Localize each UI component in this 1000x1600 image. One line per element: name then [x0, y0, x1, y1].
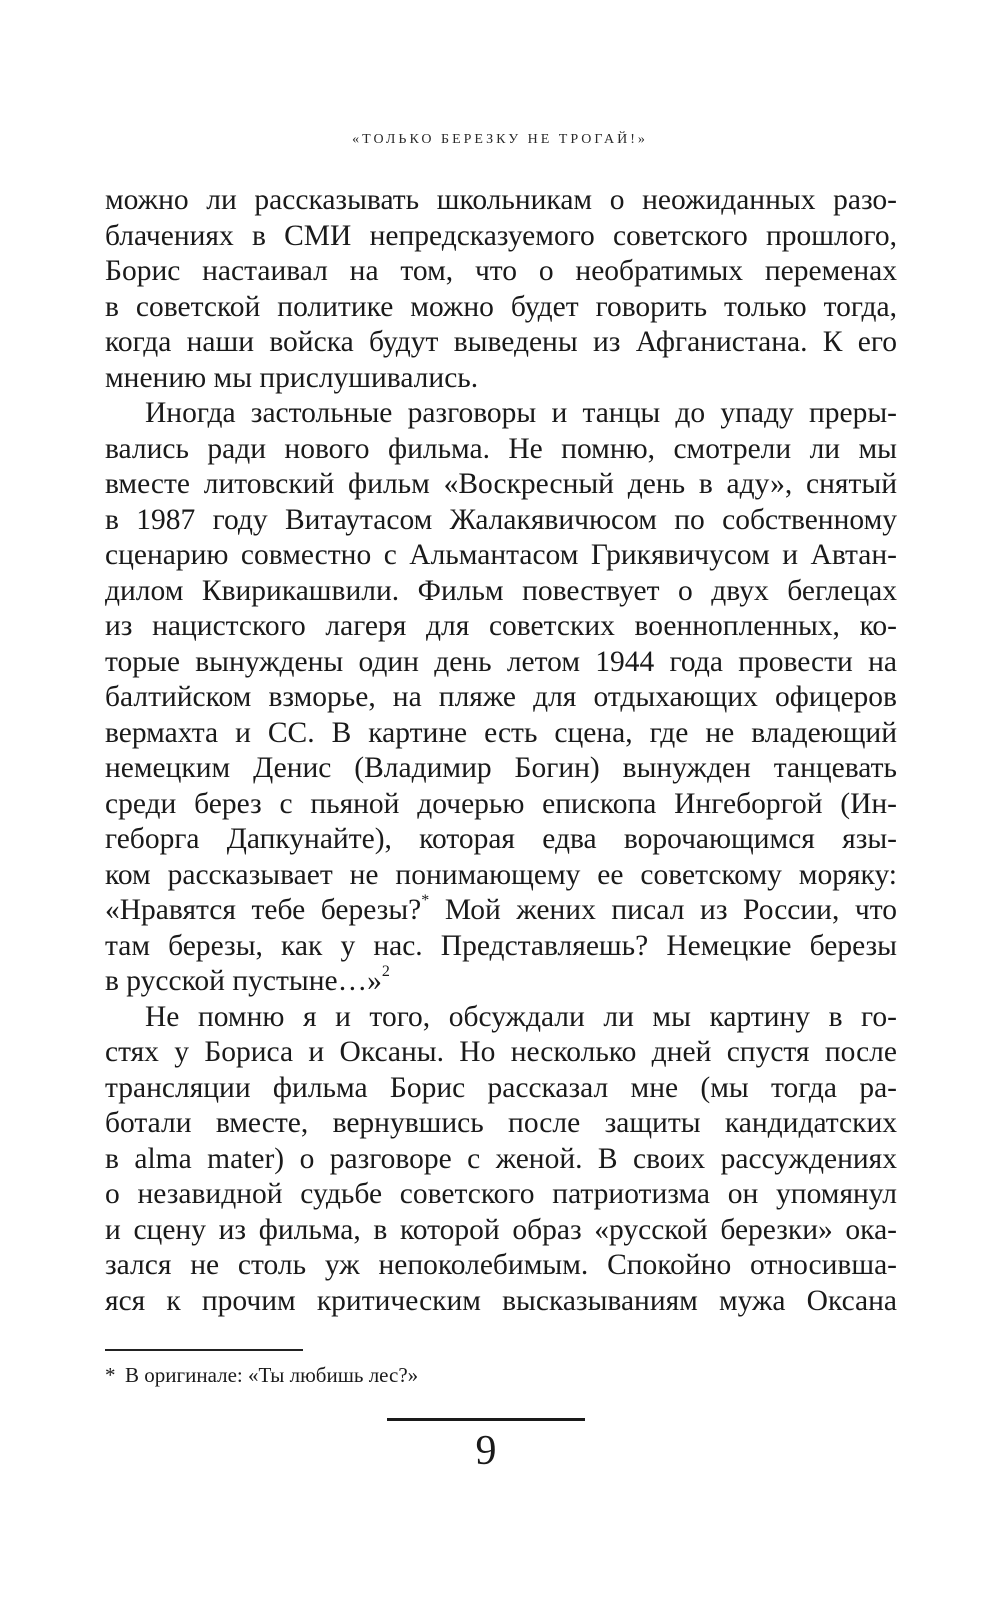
body-line: там березы, как у нас. Представляешь? Немецкие березы — [105, 929, 897, 962]
body-line: среди берез с пьяной дочерью епископа Ингеборгой (Ин- — [105, 787, 897, 820]
page-number: 9 — [475, 1428, 497, 1474]
body-line: ботали вместе, вернувшись после защиты кандидатских — [105, 1107, 897, 1139]
body-line: Борис настаивал на том, что о необратимых переменах — [105, 255, 897, 287]
body-line: мнению мы прислушивались. — [105, 361, 479, 394]
body-line-with-footnote — [105, 893, 897, 929]
body-line: стях у Бориса и Оксаны. Но несколько дней спустя после — [105, 1036, 897, 1068]
body-line: Иногда застольные разговоры и танцы до упаду преры- — [145, 397, 897, 429]
running-header: «ТОЛЬКО БЕРЕЗКУ НЕ ТРОГАЙ!» — [352, 132, 648, 147]
footnote — [105, 1361, 885, 1389]
body-line: блачениях в СМИ непредсказуемого советского прошлого, — [105, 219, 897, 252]
body-line: вместе литовский фильм «Воскресный день в аду», снятый — [105, 468, 897, 500]
body-line-part: в русской пустыне…» — [105, 965, 382, 997]
footnote-text: В оригинале: «Ты любишь лес?» — [125, 1363, 419, 1387]
body-line: балтийском взморье, на пляже для отдыхающих офицеров — [105, 681, 897, 713]
body-line: геборга Дапкунайте), которая едва ворочающимся язы- — [105, 823, 897, 855]
body-line: когда наши войска будут выведены из Афганистана. К его — [105, 326, 897, 358]
body-line: о незавидной судьбе советского патриотизма он упомянул — [105, 1178, 897, 1210]
body-line: в 1987 году Витаутасом Жалакявичюсом по собственному — [105, 503, 897, 536]
body-line-part: «Нравятся тебе березы? — [105, 894, 422, 926]
body-line: вермахта и СС. В картине есть сцена, где не владеющий — [105, 716, 897, 749]
body-line: и сцену из фильма, в которой образ «русской березки» ока- — [105, 1213, 897, 1246]
footnote-marker: * — [105, 1363, 116, 1387]
body-line: немецким Денис (Владимир Богин) вынужден танцевать — [105, 752, 897, 784]
body-line: ком рассказывает не понимающему ее советскому моряку: — [105, 858, 897, 891]
body-line-part: Мой жених писал из России, что — [444, 894, 898, 926]
body-line: зался не столь уж непоколебимым. Спокойно относивша- — [105, 1249, 897, 1281]
body-text — [105, 183, 897, 1319]
body-line-with-endnote — [105, 964, 897, 1000]
body-line: в alma mater) о разговоре с женой. В своих рассуждениях — [105, 1142, 897, 1175]
body-line: из нацистского лагеря для советских военнопленных, ко- — [105, 610, 897, 642]
body-line: дилом Квирикашвили. Фильм повествует о двух беглецах — [105, 574, 897, 607]
body-line: трансляции фильма Борис рассказал мне (мы тогда ра- — [105, 1071, 897, 1104]
body-line: торые вынуждены один день летом 1944 года провести на — [105, 645, 897, 678]
endnote-reference: 2 — [381, 963, 390, 980]
body-line: в советской политике можно будет говорить только тогда, — [105, 290, 897, 323]
footnote-reference: * — [421, 892, 430, 909]
body-line: яся к прочим критическим высказываниям мужа Оксана — [105, 1284, 897, 1317]
body-line: вались ради нового фильма. Не помню, смотрели ли мы — [105, 432, 897, 465]
footnote-divider — [105, 1349, 303, 1351]
body-line: можно ли рассказывать школьникам о неожиданных разо- — [105, 184, 897, 216]
page-number-rule — [387, 1418, 585, 1421]
body-line: сценарию совместно с Альмантасом Грикявичусом и Автан- — [105, 539, 897, 571]
body-line: Не помню я и того, обсуждали ли мы картину в го- — [145, 1000, 897, 1033]
